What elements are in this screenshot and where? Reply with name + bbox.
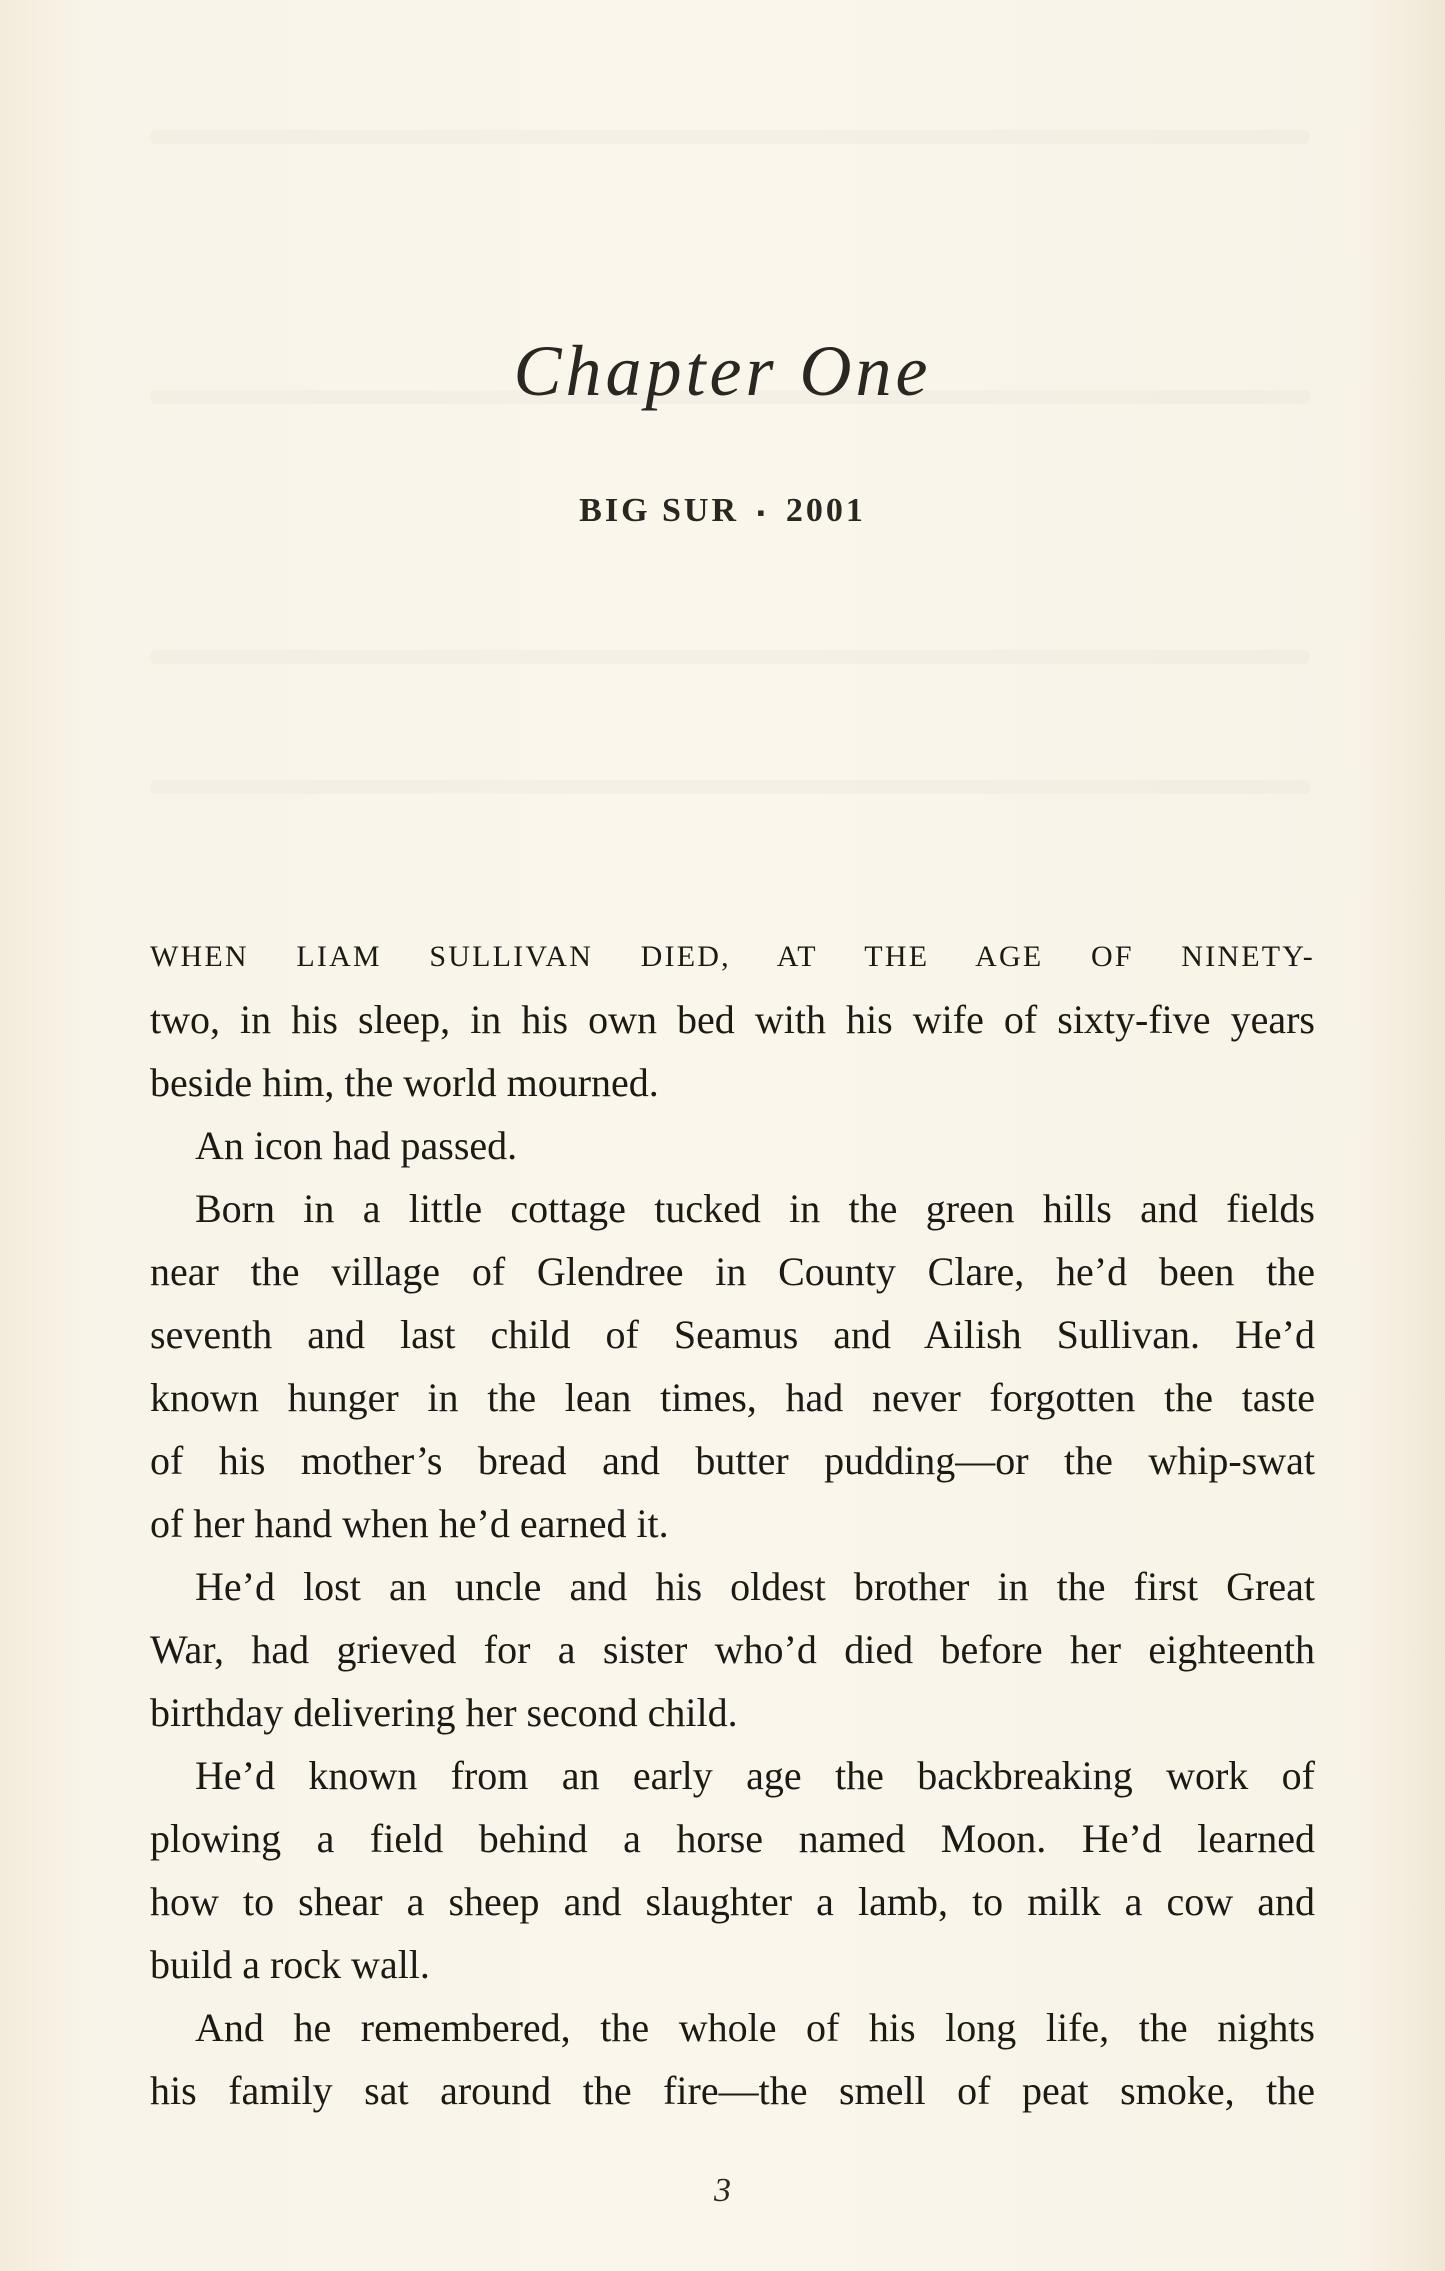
text-line: WHEN LIAM SULLIVAN DIED, AT THE AGE OF NINETY-: [150, 940, 1315, 973]
bleed-through-mark: [150, 780, 1310, 794]
text-line: how to shear a sheep and slaughter a lamb, to milk a cow and: [150, 1879, 1315, 1924]
text-line: two, in his sleep, in his own bed with his wife of sixty-five years: [150, 997, 1315, 1042]
text-line: An icon had passed.: [195, 1123, 518, 1168]
text-line: known hunger in the lean times, had never forgotten the taste: [150, 1375, 1315, 1420]
text-line: And he remembered, the whole of his long life, the nights: [195, 2005, 1315, 2050]
text-line: near the village of Glendree in County Clare, he’d been the: [150, 1249, 1315, 1294]
page-number: 3: [714, 2172, 731, 2209]
chapter-year: 2001: [785, 492, 866, 529]
body-text: [150, 925, 1315, 2122]
text-line: his family sat around the fire—the smell of peat smoke, the: [150, 2068, 1315, 2113]
chapter-location: BIG SUR: [579, 492, 740, 529]
text-line: seventh and last child of Seamus and Ailish Sullivan. He’d: [150, 1312, 1315, 1357]
chapter-subtitle: [0, 492, 1445, 530]
text-line: He’d known from an early age the backbreaking work of: [195, 1753, 1315, 1798]
text-line: of her hand when he’d earned it.: [150, 1501, 669, 1546]
text-line: War, had grieved for a sister who’d died before her eighteenth: [150, 1627, 1315, 1672]
text-line: beside him, the world mourned.: [150, 1060, 659, 1105]
text-line: birthday delivering her second child.: [150, 1690, 738, 1735]
text-line: Born in a little cottage tucked in the green hills and fields: [195, 1186, 1315, 1231]
text-line: He’d lost an uncle and his oldest brother in the first Great: [195, 1564, 1315, 1609]
bleed-through-mark: [150, 130, 1310, 144]
separator-dot: ▪: [757, 500, 768, 526]
text-line: build a rock wall.: [150, 1942, 430, 1987]
text-line: plowing a field behind a horse named Moon. He’d learned: [150, 1816, 1315, 1861]
bleed-through-mark: [150, 650, 1310, 664]
chapter-title: Chapter One: [513, 331, 932, 411]
text-line: of his mother’s bread and butter pudding—or the whip-swat: [150, 1438, 1315, 1483]
